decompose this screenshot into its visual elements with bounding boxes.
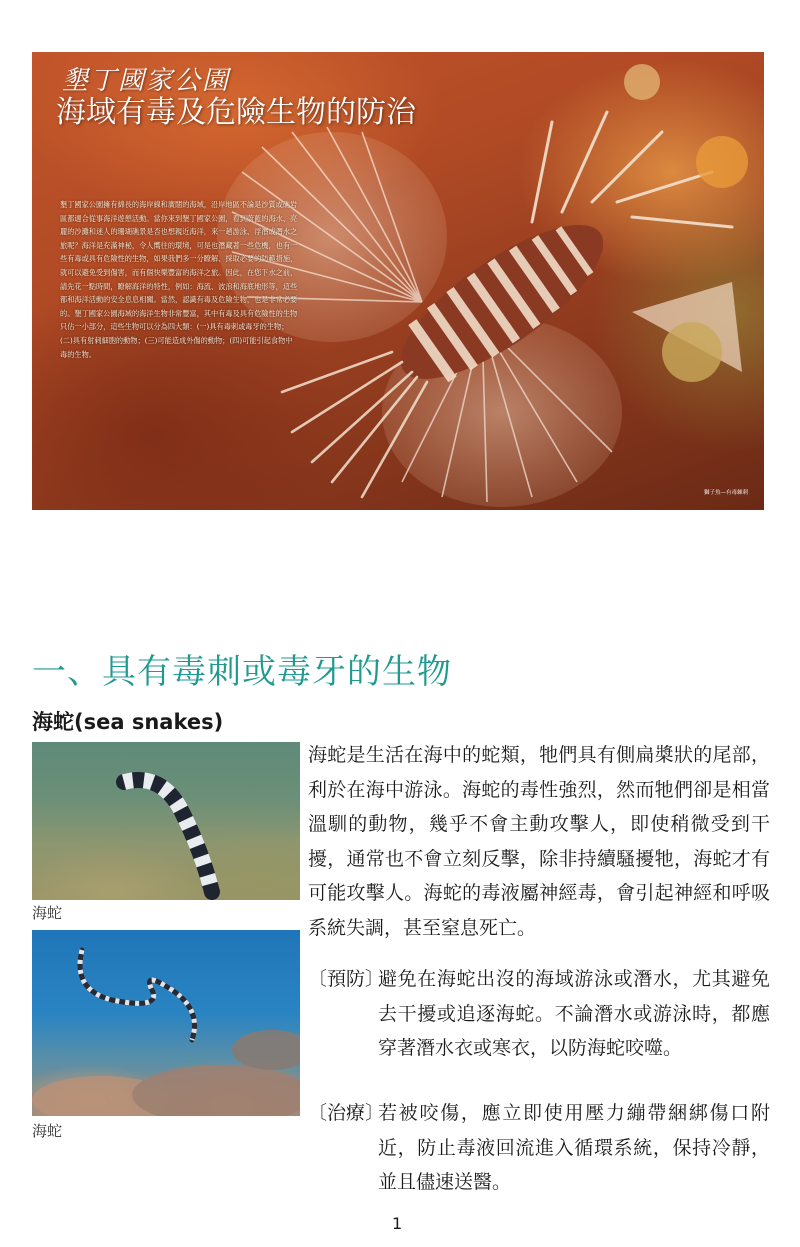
page-number: 1	[392, 1214, 403, 1233]
treatment-tag: 〔治療〕	[308, 1102, 385, 1124]
sea-snake-description: 海蛇是生活在海中的蛇類，牠們具有側扁槳狀的尾部，利於在海中游泳。海蛇的毒性強烈，然而牠們卻是相當溫馴的動物，幾乎不會主動攻擊人，即使稍微受到干擾，通常也不會立刻反擊，除非持續騷擾牠，海蛇才有可能攻擊人。海蛇的毒液屬神經毒，會引起神經和呼吸系統失調，甚至窒息死亡。	[308, 744, 770, 939]
treatment-text: 若被咬傷，應立即使用壓力繃帶綑綁傷口附近，防止毒液回流進入循環系統，保持冷靜，並且儘速送醫。	[378, 1102, 770, 1193]
hero-banner	[32, 52, 764, 510]
photo-caption-2: 海蛇	[32, 1122, 63, 1140]
photo-caption-1: 海蛇	[32, 904, 63, 922]
subheading-sea-snakes: 海蛇(sea snakes)	[32, 710, 224, 734]
sea-snake-photo-1	[32, 742, 300, 900]
hero-intro-text: 墾丁國家公園擁有綿長的海岸線和廣闊的海域，沿岸地區不論是沙質或礁岩區都適合從事海洋遊憩活動。當你來到墾丁國家公園，看到蔚藍的海水、亮麗的沙灘和迷人的珊瑚礁景是否也想親近海洋，來一趟游泳、浮潛或潛水之旅呢？海洋是充滿神秘，令人嚮往的環境，可是也潛藏著一些危機，也有一些有毒或具有危險性的生物，如果我們多一分瞭解、採取必要的防範措施，就可以避免受到傷害，而有個快樂豐富的海洋之旅。因此，在您下水之前，請先花一點時間，瞭解海洋的特性，例如：海流、波浪和海底地形等，這些都和海洋活動的安全息息相關。當然，認識有毒及危險生物，也是非常必要的。墾丁國家公園海域的海洋生物非常豐富，其中有毒及具有危險性的生物只佔一小部分，這些生物可以分為四大類：(一)具有毒刺或毒牙的生物；(二)具有射刺細胞的動物；(三)可能造成外傷的動物；(四)可能引起食物中毒的生物。	[60, 200, 298, 359]
sea-snake-photo-2	[32, 930, 300, 1116]
prevention-tag: 〔預防〕	[308, 968, 385, 990]
sea-snake-illustration	[32, 742, 300, 900]
prevention-text: 避免在海蛇出沒的海域游泳或潛水，尤其避免去干擾或追逐海蛇。不論潛水或游泳時，都應穿著潛水衣或寒衣，以防海蛇咬噬。	[378, 968, 770, 1059]
sea-snake-illustration	[32, 930, 300, 1116]
treatment-item	[308, 1096, 770, 1200]
prevention-item	[308, 962, 770, 1066]
park-calligraphy-logo: 墾丁國家公園	[62, 66, 231, 96]
section-heading: 一、具有毒刺或毒牙的生物	[32, 652, 452, 692]
hero-photo-caption: 獅子魚—有毒棘刺	[703, 490, 748, 496]
hero-title: 海域有毒及危險生物的防治	[56, 95, 416, 130]
